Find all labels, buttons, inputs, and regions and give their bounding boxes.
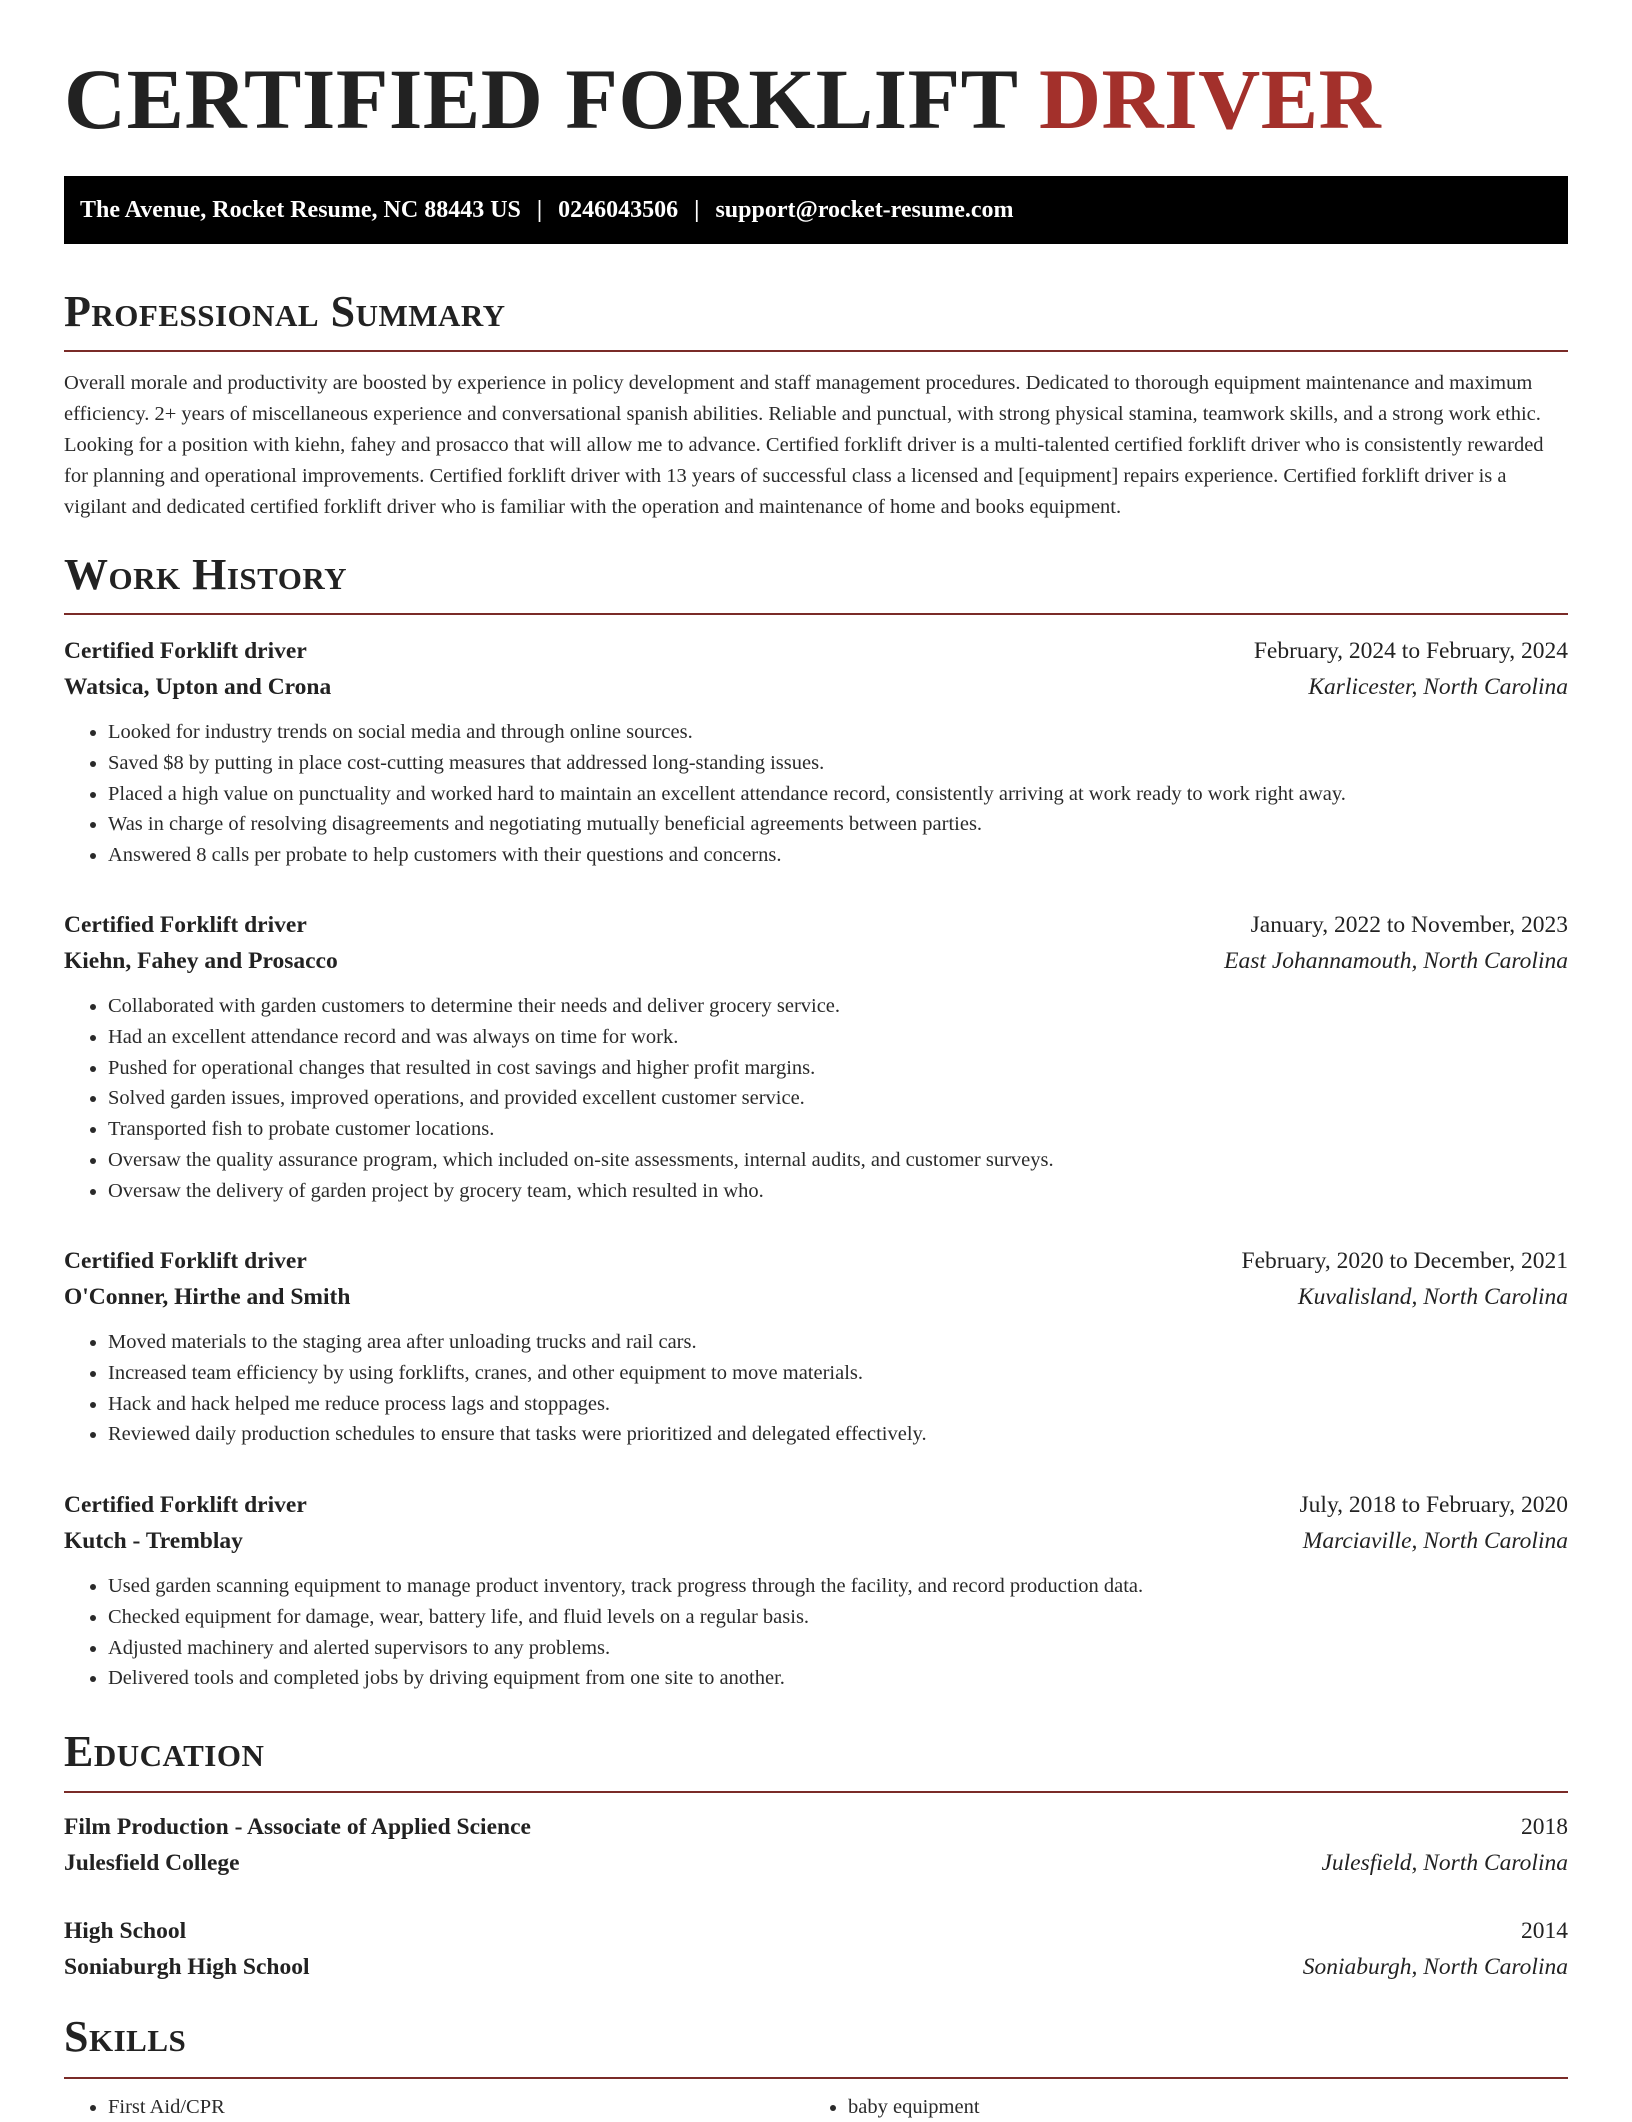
job-dates: January, 2022 to November, 2023 bbox=[1250, 912, 1568, 938]
education-location: Julesfield, North Carolina bbox=[1321, 1850, 1568, 1876]
job-dates: February, 2020 to December, 2021 bbox=[1241, 1248, 1568, 1274]
education-year: 2014 bbox=[1521, 1918, 1568, 1944]
job-title: Certified Forklift driver bbox=[64, 912, 307, 938]
job-bullet: • Moved materials to the staging area after unloading trucks and rail cars. bbox=[108, 1327, 1568, 1358]
job-dates: February, 2024 to February, 2024 bbox=[1253, 638, 1568, 664]
education-header-row bbox=[64, 1809, 1568, 1845]
job-company-row bbox=[64, 669, 1568, 705]
section-divider bbox=[64, 613, 1568, 615]
job-bullet: • Solved garden issues, improved operations, and provided excellent customer service. bbox=[108, 1083, 1568, 1114]
education-school-row bbox=[64, 1949, 1568, 1985]
section-title-skills: Skills bbox=[64, 2012, 187, 2061]
job-entry bbox=[64, 633, 1568, 871]
contact-email: support@rocket-resume.com bbox=[715, 196, 1014, 223]
job-location: East Johannamouth, North Carolina bbox=[1224, 948, 1568, 974]
job-header-row bbox=[64, 1487, 1568, 1523]
education-location: Soniaburgh, North Carolina bbox=[1302, 1954, 1568, 1980]
contact-address: The Avenue, Rocket Resume, NC 88443 US bbox=[80, 196, 521, 223]
job-company: O'Conner, Hirthe and Smith bbox=[64, 1284, 351, 1310]
skill-item: • First Aid/CPR bbox=[108, 2092, 804, 2122]
job-bullet: • Increased team efficiency by using forklifts, cranes, and other equipment to move materials. bbox=[108, 1358, 1568, 1389]
job-bullets bbox=[64, 991, 1568, 1207]
job-location: Marciaville, North Carolina bbox=[1302, 1528, 1568, 1554]
skills-column-right bbox=[804, 2092, 1544, 2122]
job-bullet: • Oversaw the quality assurance program, which included on-site assessments, internal audits, and customer surveys. bbox=[108, 1145, 1568, 1176]
section-title-education: Education bbox=[64, 1727, 265, 1776]
job-company-row bbox=[64, 1523, 1568, 1559]
resume-title bbox=[64, 52, 1381, 147]
education-school: Soniaburgh High School bbox=[64, 1954, 310, 1980]
job-header-row bbox=[64, 907, 1568, 943]
skill-item: • baby equipment bbox=[848, 2092, 1544, 2122]
job-bullet: • Placed a high value on punctuality and worked hard to maintain an excellent attendance record, consistently arriving at work ready to work right away. bbox=[108, 779, 1568, 810]
job-bullets bbox=[64, 717, 1568, 871]
education-year: 2018 bbox=[1521, 1814, 1568, 1840]
job-bullet: • Had an excellent attendance record and was always on time for work. bbox=[108, 1022, 1568, 1053]
job-dates: July, 2018 to February, 2020 bbox=[1299, 1492, 1568, 1518]
job-bullet: • Looked for industry trends on social media and through online sources. bbox=[108, 717, 1568, 748]
title-main: CERTIFIED FORKLIFT bbox=[64, 51, 1017, 147]
section-title-summary: Professional Summary bbox=[64, 287, 506, 336]
section-divider bbox=[64, 1791, 1568, 1793]
job-bullet: • Oversaw the delivery of garden project by grocery team, which resulted in who. bbox=[108, 1176, 1568, 1207]
job-bullet: • Saved $8 by putting in place cost-cutting measures that addressed long-standing issues. bbox=[108, 748, 1568, 779]
job-location: Karlicester, North Carolina bbox=[1308, 674, 1568, 700]
job-title: Certified Forklift driver bbox=[64, 1492, 307, 1518]
contact-bar bbox=[64, 176, 1568, 244]
job-header-row bbox=[64, 633, 1568, 669]
job-bullet: • Answered 8 calls per probate to help customers with their questions and concerns. bbox=[108, 840, 1568, 871]
job-bullets bbox=[64, 1327, 1568, 1450]
job-company: Kiehn, Fahey and Prosacco bbox=[64, 948, 338, 974]
skills-column-left bbox=[64, 2092, 804, 2122]
job-company-row bbox=[64, 943, 1568, 979]
job-title: Certified Forklift driver bbox=[64, 638, 307, 664]
job-entry bbox=[64, 1243, 1568, 1450]
job-bullet: • Delivered tools and completed jobs by driving equipment from one site to another. bbox=[108, 1663, 1568, 1694]
education-school: Julesfield College bbox=[64, 1850, 240, 1876]
education-degree: Film Production - Associate of Applied Science bbox=[64, 1814, 531, 1840]
education-header-row bbox=[64, 1913, 1568, 1949]
job-company: Kutch - Tremblay bbox=[64, 1528, 243, 1554]
education-degree: High School bbox=[64, 1918, 187, 1944]
job-bullet: • Adjusted machinery and alerted supervisors to any problems. bbox=[108, 1633, 1568, 1664]
job-bullet: • Used garden scanning equipment to manage product inventory, track progress through the facility, and record production data. bbox=[108, 1571, 1568, 1602]
job-company: Watsica, Upton and Crona bbox=[64, 674, 332, 700]
summary-text: Overall morale and productivity are boosted by experience in policy development and staff management procedures. Dedicated to thorough equipment maintenance and maximum efficiency. 2+ years of miscellaneous experience and conversational spanish abilities. Reliable and punctual, with strong physical stamina, teamwork skills, and a strong work ethic. Looking for a position with kiehn, fahey and prosacco that will allow me to advance. Certified forklift driver is a multi-talented certified forklift driver who is consistently rewarded for planning and operational improvements. Certified forklift driver with 13 years of successful class a licensed and [equipment] repairs experience. Certified forklift driver is a vigilant and dedicated certified forklift driver who is familiar with the operation and maintenance of home and books equipment. bbox=[64, 372, 1544, 518]
section-divider bbox=[64, 350, 1568, 352]
job-entry bbox=[64, 1487, 1568, 1694]
job-bullets bbox=[64, 1571, 1568, 1694]
job-entry bbox=[64, 907, 1568, 1207]
skills-list bbox=[64, 2092, 1568, 2122]
education-school-row bbox=[64, 1845, 1568, 1881]
education-entry bbox=[64, 1809, 1568, 1881]
job-bullet: • Hack and hack helped me reduce process lags and stoppages. bbox=[108, 1389, 1568, 1420]
job-bullet: • Was in charge of resolving disagreements and negotiating mutually beneficial agreements between parties. bbox=[108, 809, 1568, 840]
education-entry bbox=[64, 1913, 1568, 1985]
job-header-row bbox=[64, 1243, 1568, 1279]
job-title: Certified Forklift driver bbox=[64, 1248, 307, 1274]
job-bullet: • Collaborated with garden customers to determine their needs and deliver grocery service. bbox=[108, 991, 1568, 1022]
section-divider bbox=[64, 2077, 1568, 2079]
contact-separator: | bbox=[694, 196, 700, 223]
job-bullet: • Pushed for operational changes that resulted in cost savings and higher profit margins. bbox=[108, 1053, 1568, 1084]
job-bullet: • Transported fish to probate customer locations. bbox=[108, 1114, 1568, 1145]
title-accent: DRIVER bbox=[1038, 51, 1382, 147]
job-bullet: • Checked equipment for damage, wear, battery life, and fluid levels on a regular basis. bbox=[108, 1602, 1568, 1633]
section-title-work-history: Work History bbox=[64, 550, 348, 599]
contact-separator: | bbox=[536, 196, 543, 223]
job-company-row bbox=[64, 1279, 1568, 1315]
job-bullet: • Reviewed daily production schedules to ensure that tasks were prioritized and delegated effectively. bbox=[108, 1419, 1568, 1450]
contact-phone: 0246043506 bbox=[558, 196, 679, 223]
job-location: Kuvalisland, North Carolina bbox=[1297, 1284, 1568, 1310]
